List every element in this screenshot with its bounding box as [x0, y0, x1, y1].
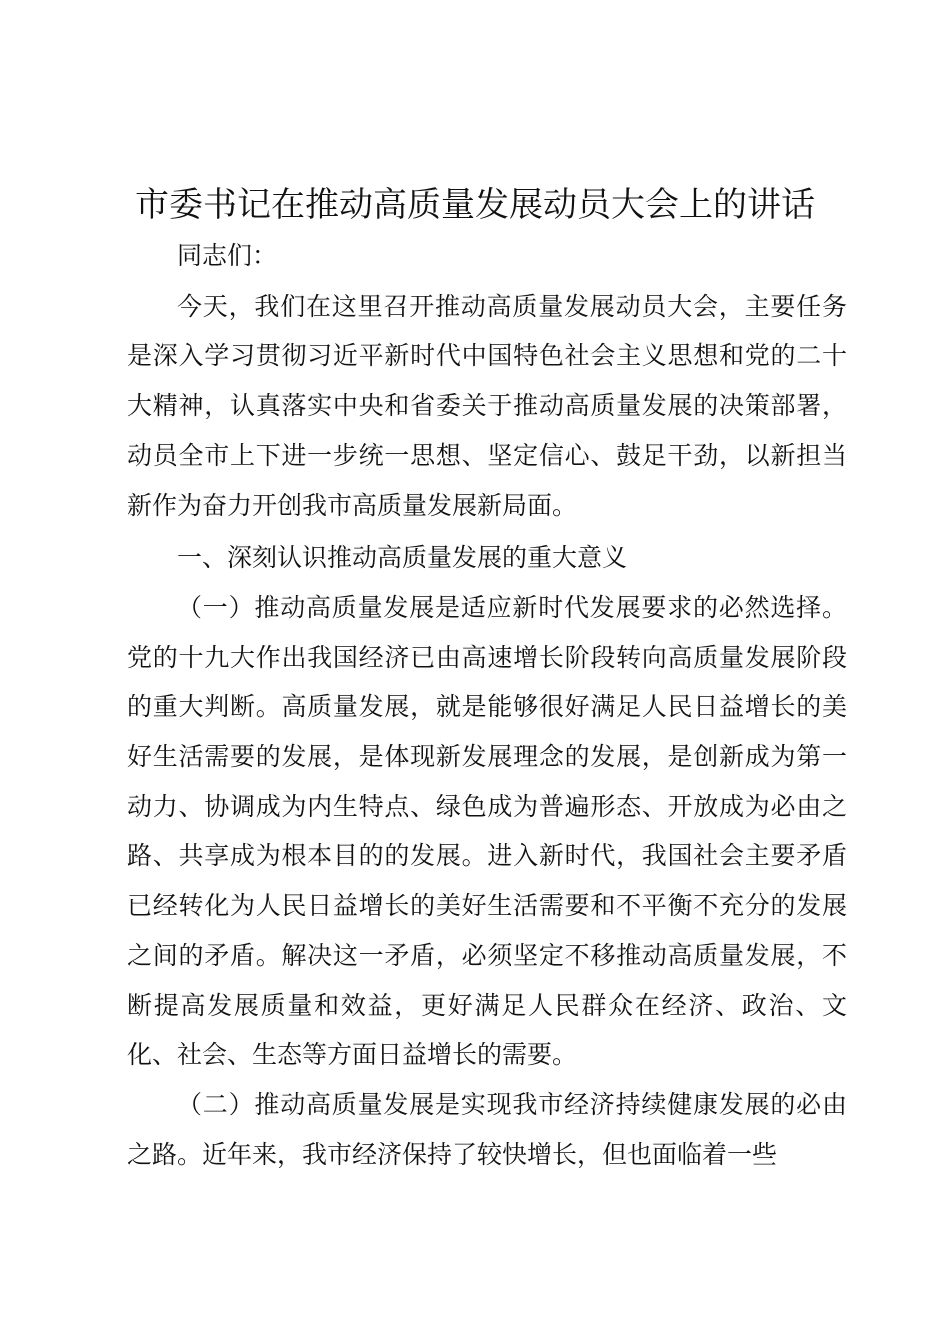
paragraph-1-1: （一）推动高质量发展是适应新时代发展要求的必然选择。党的十九大作出我国经济已由高速增长阶段转向高质量发展阶段的重大判断。高质量发展，就是能够很好满足人民日益增长的美好生活需要的发展，是体现新发展理念的发展，是创新成为第一动力、协调成为内生特点、绿色成为普遍形态、开放成为必由之路、共享成为根本目的的发展。进入新时代，我国社会主要矛盾已经转化为人民日益增长的美好生活需要和不平衡不充分的发展之间的矛盾。解决这一矛盾，必须坚定不移推动高质量发展，不断提高发展质量和效益，更好满足人民群众在经济、政治、文化、社会、生态等方面日益增长的需要。	[127, 592, 847, 1070]
greeting: 同志们：	[177, 241, 278, 270]
document-body	[127, 231, 847, 1179]
document-title: 市委书记在推动高质量发展动员大会上的讲话	[135, 185, 815, 225]
paragraph-1-2: （二）推动高质量发展是实现我市经济持续健康发展的必由之路。近年来，我市经济保持了较快增长，但也面临着一些	[127, 1089, 847, 1169]
section-heading-1: 一、深刻认识推动高质量发展的重大意义	[177, 543, 628, 573]
paragraph-intro: 今天，我们在这里召开推动高质量发展动员大会，主要任务是深入学习贯彻习近平新时代中国特色社会主义思想和党的二十大精神，认真落实中央和省委关于推动高质量发展的决策部署，动员全市上下进一步统一思想、坚定信心、鼓足干劲，以新担当新作为奋力开创我市高质量发展新局面。	[127, 291, 847, 520]
